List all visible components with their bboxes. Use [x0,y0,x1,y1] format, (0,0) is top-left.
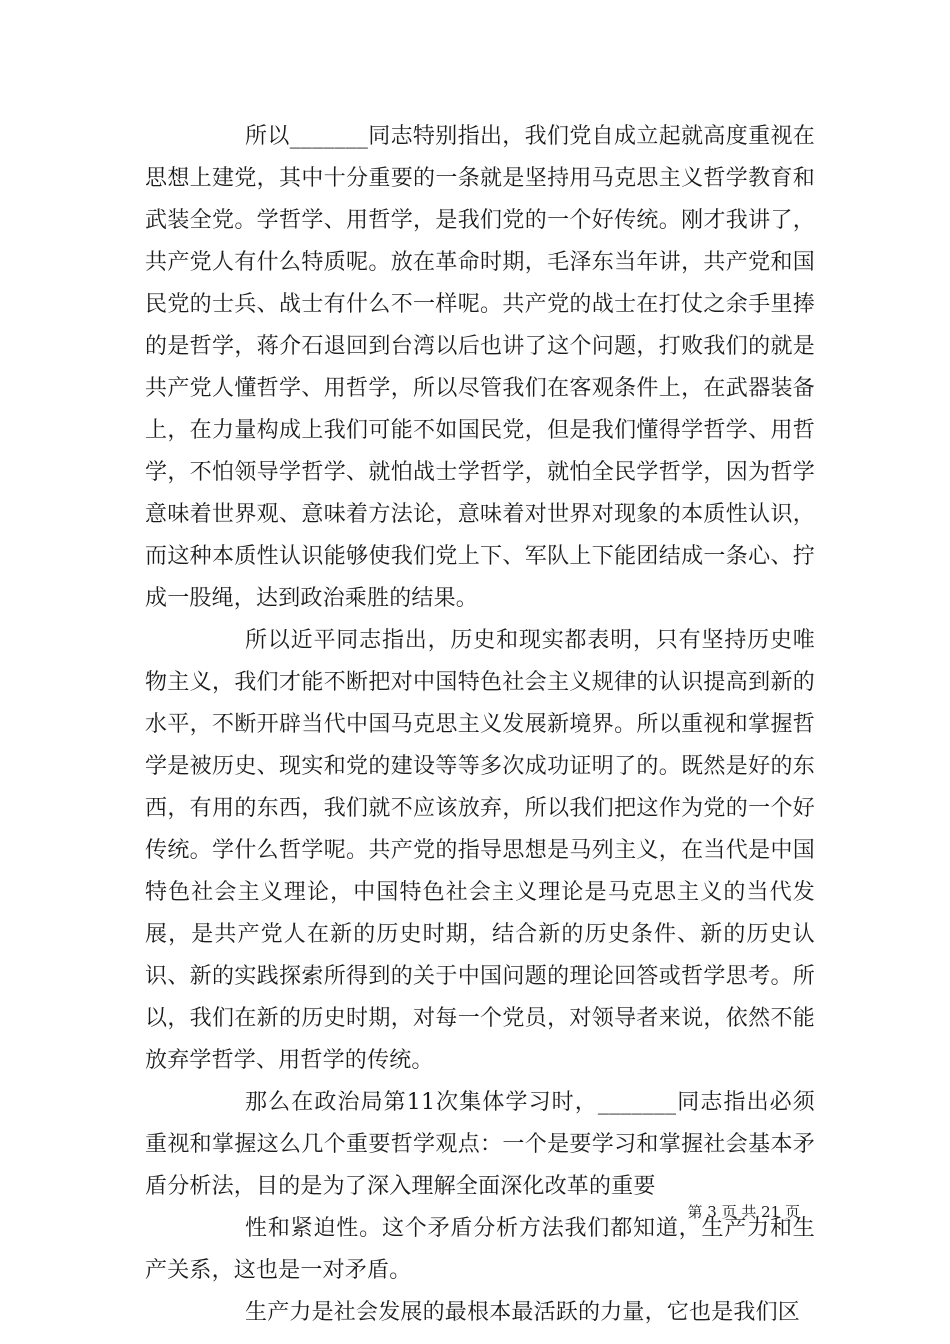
paragraph-3: 那么在政治局第11次集体学习时，_______同志指出必须重视和掌握这么几个重要哲学观点：一个是要学习和掌握社会基本矛盾分析法，目的是为了深入理解全面深化改革的重要 [145,1090,815,1199]
body-text [145,116,815,1334]
paragraph-5: 生产力是社会发展的最根本最活跃的力量，它也是我们区 [245,1300,801,1325]
paragraph-1: 所以_______同志特别指出，我们党自成立起就高度重视在思想上建党，其中十分重要的一条就是坚持用马克思主义哲学教育和武装全党。学哲学、用哲学，是我们党的一个好传统。刚才我讲了，共产党人有什么特质呢。放在革命时期，毛泽东当年讲，共产党和国民党的士兵、战士有什么不一样呢。共产党的战士在打仗之余手里捧的是哲学，蒋介石退回到台湾以后也讲了这个问题，打败我们的就是共产党人懂哲学、用哲学，所以尽管我们在客观条件上，在武器装备上，在力量构成上我们可能不如国民党，但是我们懂得学哲学、用哲学，不怕领导学哲学、就怕战士学哲学，就怕全民学哲学，因为哲学意味着世界观、意味着方法论，意味着对世界对现象的本质性认识，而这种本质性认识能够使我们党上下、军队上下能团结成一条心、拧成一股绳，达到政治乘胜的结果。 [145,124,815,611]
page-number-footer: 第 3 页 共 21 页 [687,1203,800,1221]
paragraph-2: 所以近平同志指出，历史和现实都表明，只有坚持历史唯物主义，我们才能不断把对中国特色社会主义规律的认识提高到新的水平，不断开辟当代中国马克思主义发展新境界。所以重视和掌握哲学是被历史、现实和党的建设等等多次成功证明了的。既然是好的东西，有用的东西，我们就不应该放弃，所以我们把这作为党的一个好传统。学什么哲学呢。共产党的指导思想是马列主义，在当代是中国特色社会主义理论，中国特色社会主义理论是马克思主义的当代发展，是共产党人在新的历史时期，结合新的历史条件、新的历史认识、新的实践探索所得到的关于中国问题的理论回答或哲学思考。所以，我们在新的历史时期，对每一个党员，对领导者来说，依然不能放弃学哲学、用哲学的传统。 [145,628,815,1073]
paragraph-4: 性和紧迫性。这个矛盾分析方法我们都知道，生产力和生产关系，这也是一对矛盾。 [145,1216,815,1283]
